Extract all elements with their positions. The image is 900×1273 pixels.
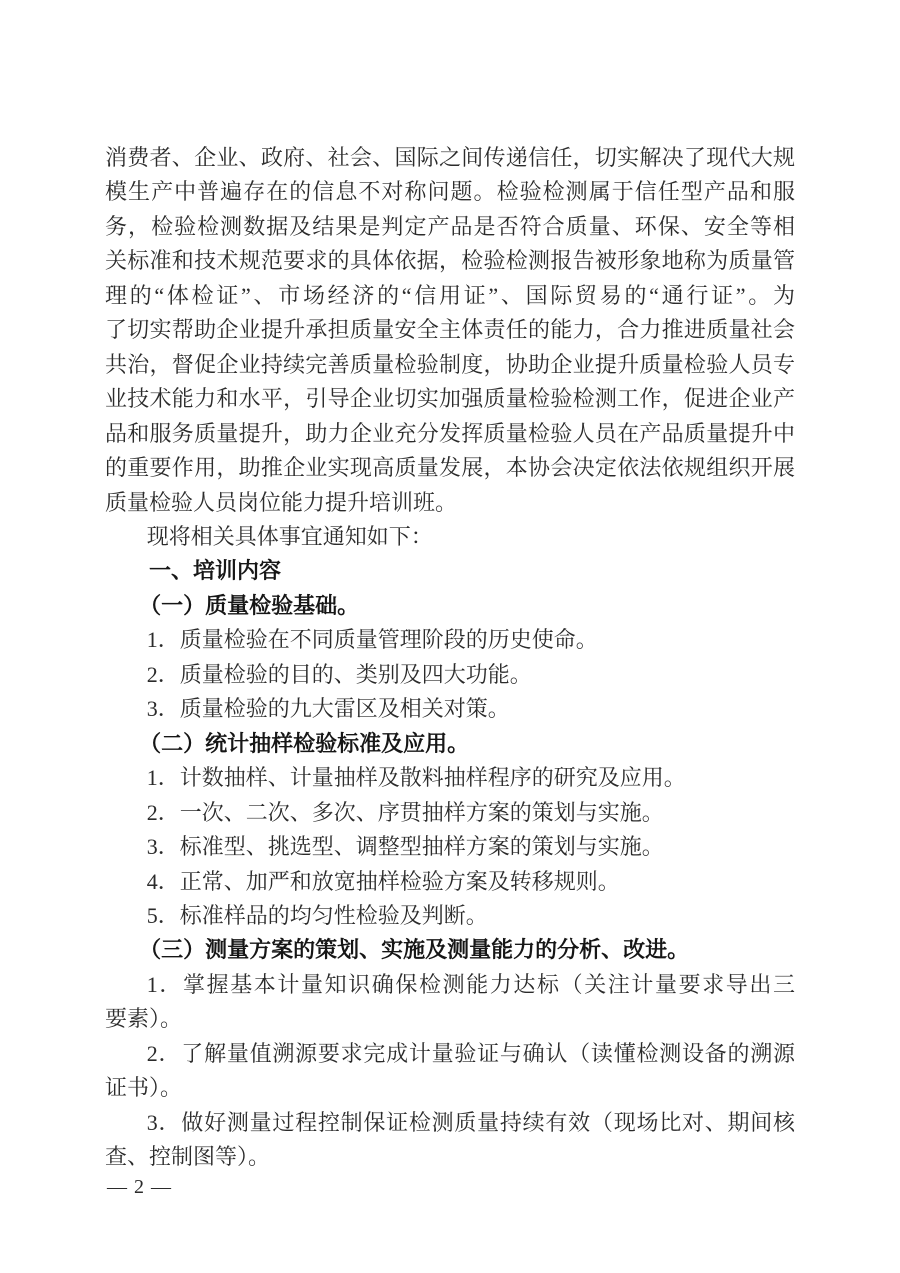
list-item-line: 查、控制图等）。 — [105, 1144, 271, 1170]
subsection-heading: （二）统计抽样检验标准及应用。 — [139, 730, 470, 756]
document-body — [105, 141, 795, 1175]
list-item-line: 2．了解量值溯源要求完成计量验证与确认（读懂检测设备的溯源 — [146, 1040, 795, 1066]
body-text-line: 务，检验检测数据及结果是判定产品是否符合质量、环保、安全等相 — [105, 213, 795, 239]
body-text-line: 了切实帮助企业提升承担质量安全主体责任的能力，合力推进质量社会 — [105, 317, 795, 343]
list-item-line: 4．正常、加严和放宽抽样检验方案及转移规则。 — [146, 868, 620, 894]
list-item-line: 3．质量检验的九大雷区及相关对策。 — [146, 696, 510, 722]
subsection-heading: （一）质量检验基础。 — [139, 592, 360, 618]
list-item-line: 2．一次、二次、多次、序贯抽样方案的策划与实施。 — [146, 799, 664, 825]
list-item-line: 3．标准型、挑选型、调整型抽样方案的策划与实施。 — [146, 834, 664, 860]
page-number: — 2 — — [107, 1176, 172, 1198]
body-text-line: 模生产中普遍存在的信息不对称问题。检验检测属于信任型产品和服 — [105, 179, 795, 205]
body-text-line: 理的“体检证”、市场经济的“信用证”、国际贸易的“通行证”。为 — [105, 282, 795, 308]
body-text-line: 品和服务质量提升，助力企业充分发挥质量检验人员在产品质量提升中 — [105, 420, 795, 446]
list-item-line: 5．标准样品的均匀性检验及判断。 — [146, 902, 488, 928]
body-text-line: 消费者、企业、政府、社会、国际之间传递信任，切实解决了现代大规 — [105, 145, 795, 170]
list-item-line: 2．质量检验的目的、类别及四大功能。 — [146, 661, 532, 687]
list-item-line: 1．质量检验在不同质量管理阶段的历史使命。 — [146, 627, 598, 653]
body-text-line: 共治，督促企业持续完善质量检验制度，协助企业提升质量检验人员专 — [105, 351, 795, 377]
list-item-line: 3．做好测量过程控制保证检测质量持续有效（现场比对、期间核 — [146, 1109, 795, 1135]
subsection-heading: （三）测量方案的策划、实施及测量能力的分析、改进。 — [139, 937, 690, 963]
body-text-line: 质量检验人员岗位能力提升培训班。 — [105, 489, 458, 515]
body-text-line: 的重要作用，助推企业实现高质量发展，本协会决定依法依规组织开展 — [105, 455, 795, 481]
list-item-line: 要素）。 — [105, 1006, 183, 1032]
section-heading: 一、培训内容 — [149, 558, 282, 584]
list-item-line: 1．计数抽样、计量抽样及散料抽样程序的研究及应用。 — [146, 765, 686, 791]
list-item-line: 证书）。 — [105, 1075, 183, 1101]
body-text-line: 关标准和技术规范要求的具体依据，检验检测报告被形象地称为质量管 — [105, 248, 795, 274]
list-item-line: 1．掌握基本计量知识确保检测能力达标（关注计量要求导出三 — [146, 971, 795, 997]
notice-lead-line: 现将相关具体事宜通知如下： — [146, 523, 433, 549]
body-text-line: 业技术能力和水平，引导企业切实加强质量检验检测工作，促进企业产 — [105, 386, 795, 412]
